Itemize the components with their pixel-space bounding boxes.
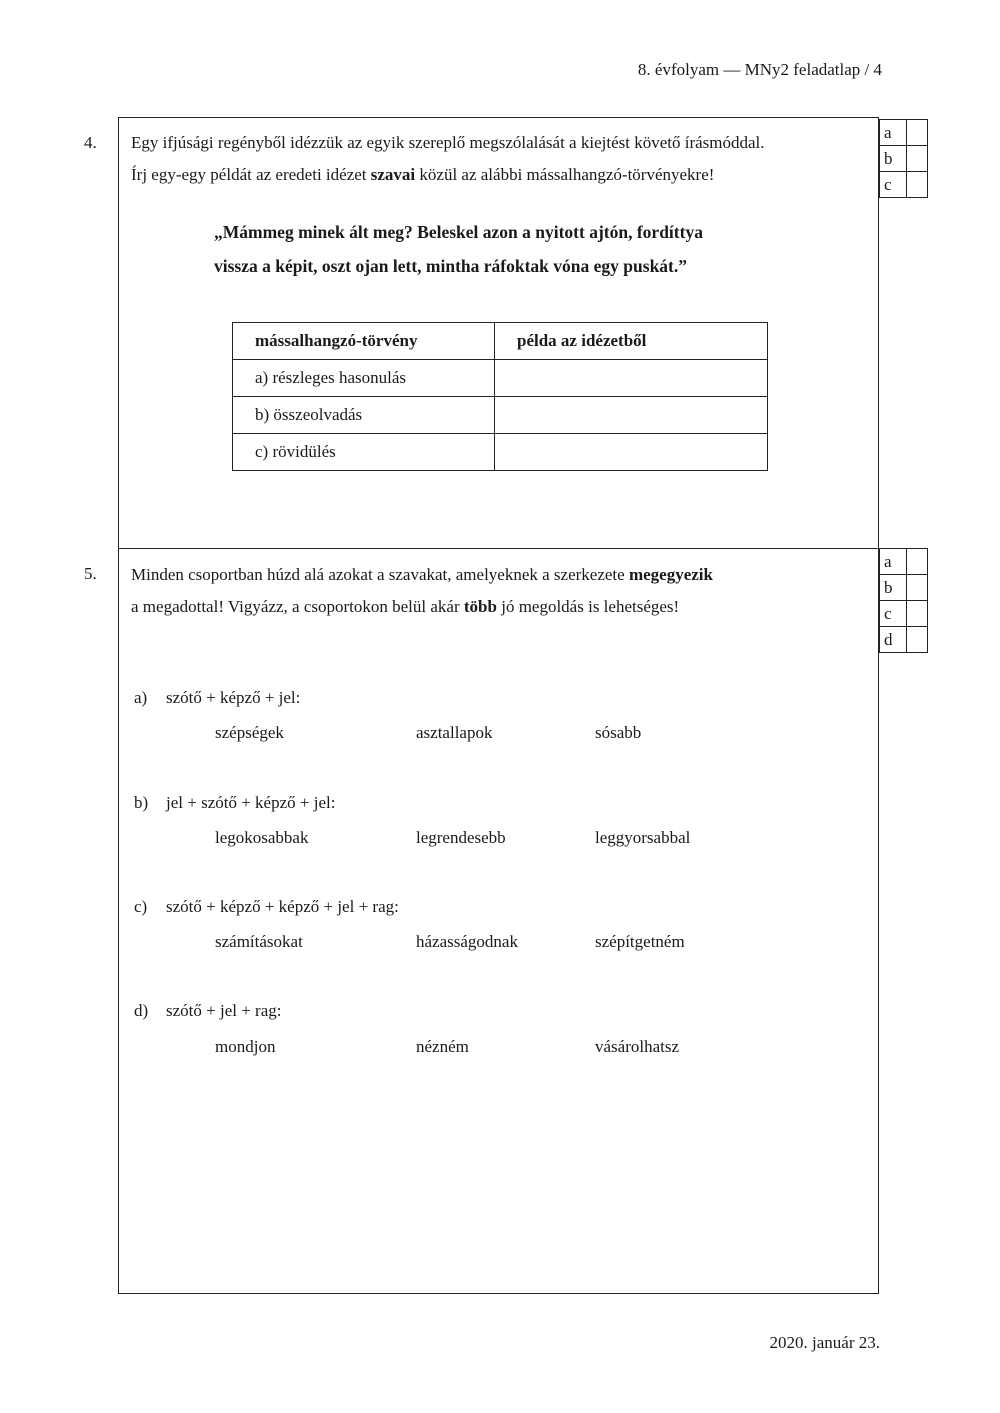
q4-answer-cell-a[interactable] xyxy=(495,360,768,397)
q5-score-label: b xyxy=(880,575,907,601)
q4-table-row xyxy=(233,434,768,471)
q4-score-row-b xyxy=(880,146,928,172)
q4-score-cell[interactable] xyxy=(907,172,928,198)
q5-group-d-label xyxy=(134,1001,281,1021)
q4-score-label: a xyxy=(880,120,907,146)
q4-table-law: a) részleges hasonulás xyxy=(233,360,495,397)
q4-quote xyxy=(214,215,703,283)
q5-word[interactable]: szépítgetném xyxy=(595,932,685,951)
page-header: 8. évfolyam — MNy2 feladatlap / 4 xyxy=(637,60,882,79)
q5-line1-bold: megegyezik xyxy=(628,565,713,584)
q4-line2-post: közül az alábbi mássalhangzó-törvényekre! xyxy=(415,165,715,184)
q5-score-grid xyxy=(879,548,928,653)
q5-word[interactable]: legokosabbak xyxy=(215,828,309,847)
q5-group-c-label xyxy=(134,897,399,917)
q5-score-cell[interactable] xyxy=(907,627,928,653)
q5-group-letter: b) xyxy=(134,793,149,812)
q5-word[interactable]: asztallapok xyxy=(416,723,493,742)
q5-score-row-d xyxy=(880,627,928,653)
q5-score-row-b xyxy=(880,575,928,601)
q4-number: 4. xyxy=(84,133,97,152)
q5-score-cell[interactable] xyxy=(907,575,928,601)
q5-word[interactable]: mondjon xyxy=(215,1037,276,1056)
q4-score-cell[interactable] xyxy=(907,120,928,146)
q5-score-label: c xyxy=(880,601,907,627)
q5-score-row-c xyxy=(880,601,928,627)
q4-score-cell[interactable] xyxy=(907,146,928,172)
q4-instructions xyxy=(131,127,866,191)
q5-group-pattern: szótő + képző + képző + jel + rag: xyxy=(166,897,399,916)
q5-word[interactable]: legrendesebb xyxy=(416,828,506,847)
q5-score-cell[interactable] xyxy=(907,601,928,627)
q4-table-law: c) rövidülés xyxy=(233,434,495,471)
q5-group-pattern: jel + szótő + képző + jel: xyxy=(166,793,336,812)
q5-word[interactable]: vásárolhatsz xyxy=(595,1037,680,1056)
q4-line2-bold: szavai xyxy=(370,165,416,184)
q5-line2 xyxy=(131,591,866,623)
q5-line2-bold: több xyxy=(463,597,497,616)
q5-number: 5. xyxy=(84,564,97,583)
q4-score-grid xyxy=(879,119,928,198)
q4-score-label: c xyxy=(880,172,907,198)
q5-line1-pre: Minden csoportban húzd alá azokat a szavakat, amelyeknek a szerkezete xyxy=(131,565,629,584)
q4-table-header-law: mássalhangzó-törvény xyxy=(233,323,495,360)
q4-answer-cell-b[interactable] xyxy=(495,397,768,434)
q4-answer-cell-c[interactable] xyxy=(495,434,768,471)
q4-quote-line2: vissza a képit, oszt ojan lett, mintha ráfoktak vóna egy puskát.” xyxy=(214,256,688,276)
q4-table-row xyxy=(233,360,768,397)
q4-score-row-a xyxy=(880,120,928,146)
q5-group-b-label xyxy=(134,793,335,813)
q4-quote-line1: „Mámmeg minek ált meg? Beleskel azon a nyitott ajtón, fordíttya xyxy=(214,222,703,242)
q5-word[interactable]: házasságodnak xyxy=(416,932,518,951)
q4-table-law: b) összeolvadás xyxy=(233,397,495,434)
page-footer-date: 2020. január 23. xyxy=(769,1333,880,1352)
q5-score-label: d xyxy=(880,627,907,653)
q5-group-letter: c) xyxy=(134,897,148,916)
q4-table-row xyxy=(233,397,768,434)
q5-word[interactable]: szépségek xyxy=(215,723,284,742)
q5-line2-post: jó megoldás is lehetséges! xyxy=(496,597,680,616)
q5-group-a-label xyxy=(134,688,300,708)
q5-word[interactable]: leggyorsabbal xyxy=(595,828,691,847)
q5-score-row-a xyxy=(880,549,928,575)
q5-instructions xyxy=(131,559,866,623)
q5-score-label: a xyxy=(880,549,907,575)
q5-score-cell[interactable] xyxy=(907,549,928,575)
q5-word[interactable]: számításokat xyxy=(215,932,303,951)
q5-group-pattern: szótő + képző + jel: xyxy=(166,688,301,707)
q5-group-pattern: szótő + jel + rag: xyxy=(166,1001,282,1020)
q5-line2-pre: a megadottal! Vigyázz, a csoportokon belül akár xyxy=(131,597,464,616)
q4-answer-table xyxy=(232,322,768,471)
q4-table-header-row xyxy=(233,323,768,360)
q5-box xyxy=(118,548,879,1294)
q5-group-letter: d) xyxy=(134,1001,149,1020)
q5-word[interactable]: nézném xyxy=(416,1037,469,1056)
q4-line1: Egy ifjúsági regényből idézzük az egyik szereplő megszólalását a kiejtést követő írásmóddal. xyxy=(131,133,765,152)
q4-table-header-example: példa az idézetből xyxy=(495,323,768,360)
q5-word[interactable]: sósabb xyxy=(595,723,642,742)
q5-group-letter: a) xyxy=(134,688,148,707)
q4-line2 xyxy=(131,159,866,191)
q4-score-label: b xyxy=(880,146,907,172)
q4-score-row-c xyxy=(880,172,928,198)
q4-line2-pre: Írj egy-egy példát az eredeti idézet xyxy=(131,165,371,184)
q5-line1 xyxy=(131,559,866,591)
